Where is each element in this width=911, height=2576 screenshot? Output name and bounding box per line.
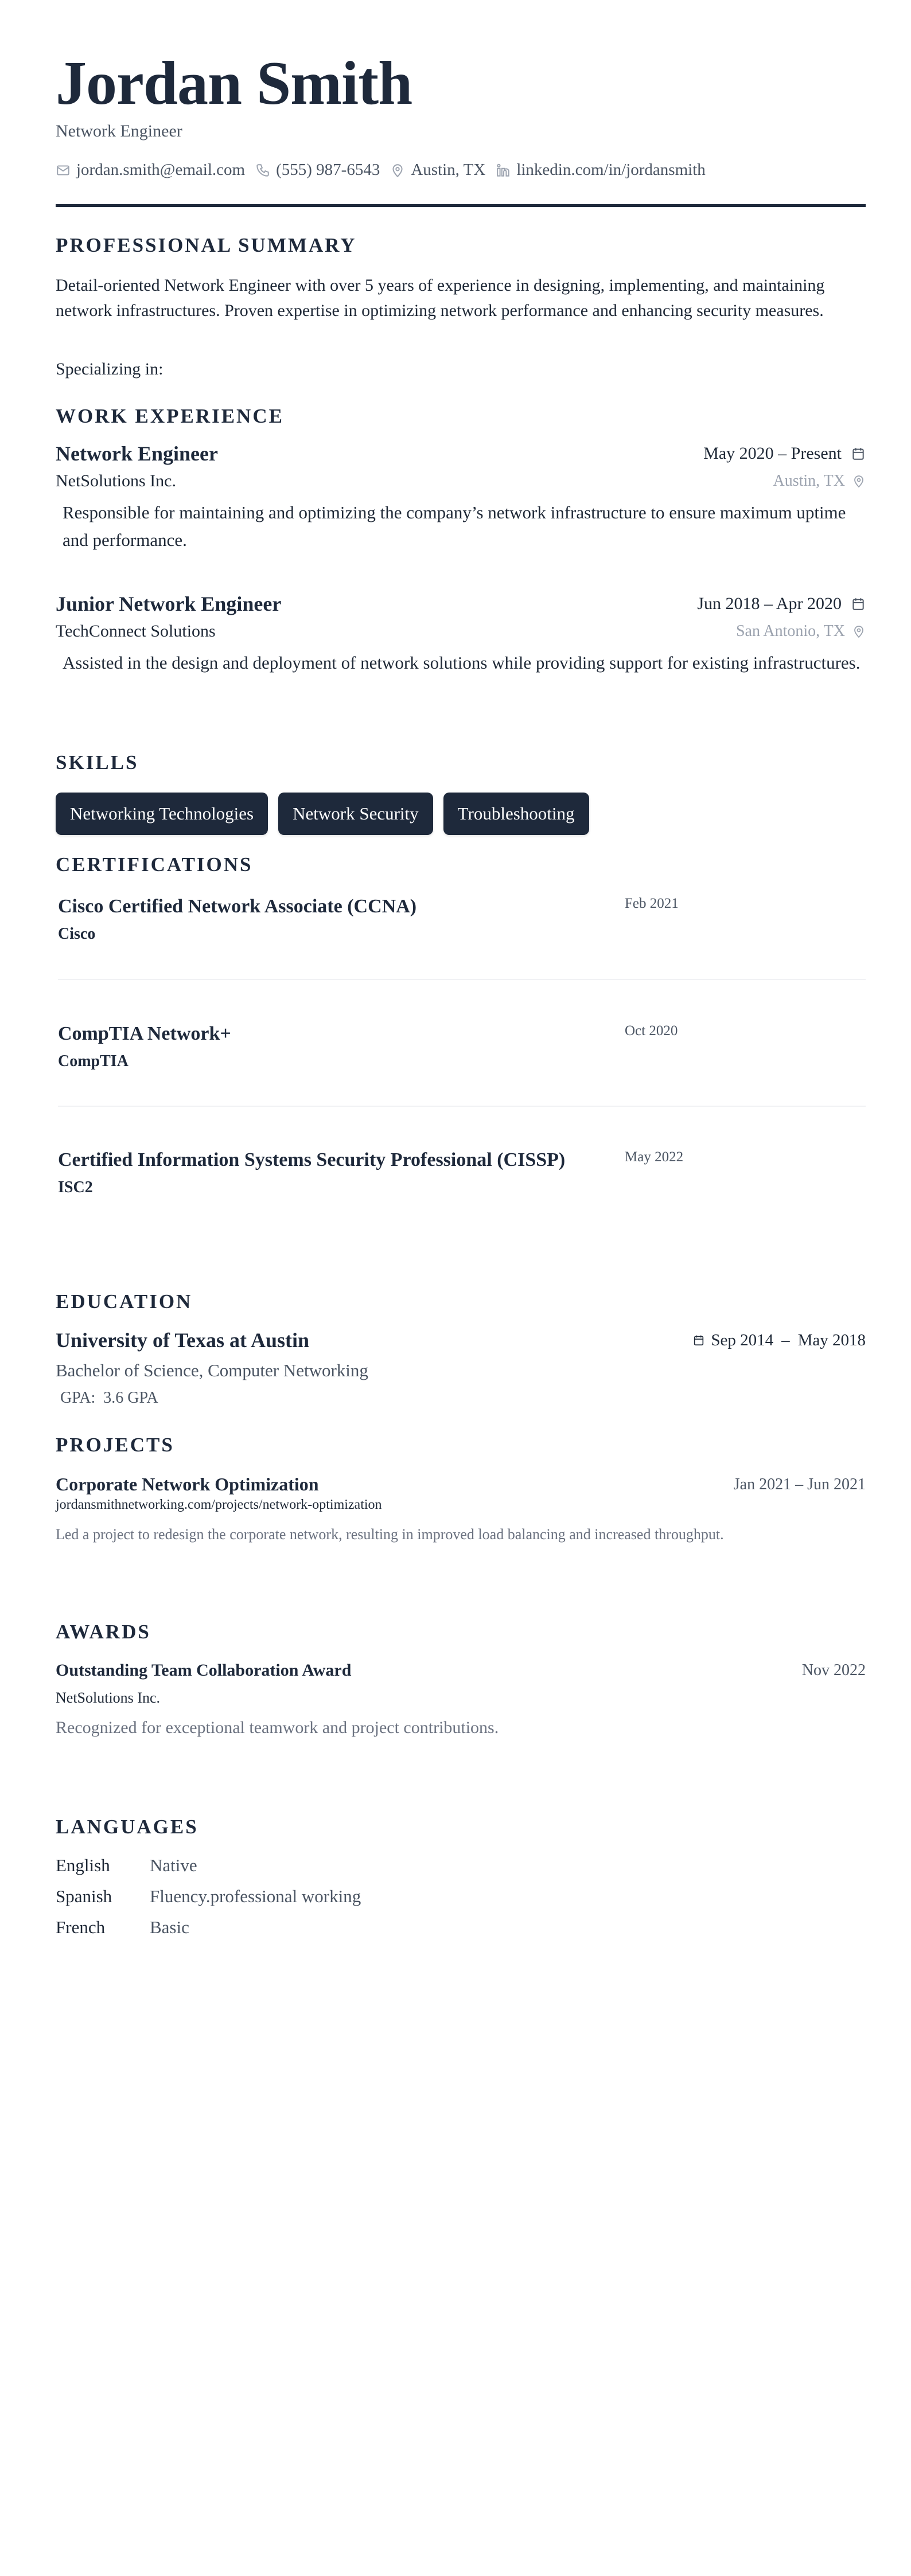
job-location-text: Austin, TX xyxy=(773,472,845,490)
linkedin-icon xyxy=(496,163,511,178)
award-organization: NetSolutions Inc. xyxy=(56,1689,160,1706)
language-row xyxy=(56,1912,361,1943)
contact-email[interactable] xyxy=(56,161,245,179)
experience-item xyxy=(56,592,866,677)
education-date-separator: – xyxy=(781,1330,790,1349)
company-name: NetSolutions Inc. xyxy=(56,471,176,490)
language-name: French xyxy=(56,1917,106,1937)
skills-heading: SKILLS xyxy=(56,751,139,774)
gpa xyxy=(56,1389,866,1407)
language-level: Basic xyxy=(150,1917,189,1937)
map-pin-icon xyxy=(852,474,866,488)
job-dates xyxy=(703,444,866,463)
candidate-title: Network Engineer xyxy=(56,122,182,140)
certification-date: Oct 2020 xyxy=(625,1023,678,1039)
award-name: Outstanding Team Collaboration Award xyxy=(56,1661,352,1680)
experience-heading: WORK EXPERIENCE xyxy=(56,405,284,427)
job-title: Junior Network Engineer xyxy=(56,592,282,615)
job-description: Assisted in the design and deployment of network solutions while providing support for existing infrastructures. xyxy=(63,653,861,673)
job-description: Responsible for maintaining and optimizing the company’s network infrastructure to ensure maximum uptime and performance. xyxy=(63,502,846,550)
education-start: Sep 2014 xyxy=(711,1330,774,1349)
contact-phone-text: (555) 987-6543 xyxy=(276,161,380,179)
contact-email-text: jordan.smith@email.com xyxy=(76,161,246,179)
certification-divider xyxy=(58,1106,866,1107)
certification-issuer: Cisco xyxy=(58,925,96,943)
language-name: Spanish xyxy=(56,1886,112,1906)
contact-location xyxy=(390,161,485,179)
specializing-label: Specializing in: xyxy=(56,360,163,378)
education-heading: EDUCATION xyxy=(56,1290,193,1313)
calendar-icon xyxy=(851,446,866,461)
header-divider xyxy=(56,204,866,207)
summary-text: Detail-oriented Network Engineer with over 5 years of experience in designing, implementing, and maintaining network infrastructures. Proven expertise in optimizing network performance and enhancing security measures. xyxy=(56,276,825,320)
language-level: Native xyxy=(150,1855,197,1875)
certification-name: Certified Information Systems Security Professional (CISSP) xyxy=(58,1149,566,1170)
project-name: Corporate Network Optimization xyxy=(56,1474,319,1494)
certification-item xyxy=(58,1020,866,1071)
education-item xyxy=(56,1328,866,1407)
job-title: Network Engineer xyxy=(56,442,218,465)
language-level: Fluency.professional working xyxy=(150,1886,361,1906)
job-location xyxy=(773,472,866,490)
education-dates xyxy=(692,1331,866,1350)
language-row xyxy=(56,1881,361,1912)
contact-linkedin[interactable] xyxy=(496,161,705,179)
certification-divider xyxy=(58,979,866,980)
contact-bar xyxy=(56,161,716,179)
certifications-heading: CERTIFICATIONS xyxy=(56,853,253,876)
skill-tag: Troubleshooting xyxy=(443,793,589,835)
language-name: English xyxy=(56,1855,110,1875)
map-pin-icon xyxy=(852,625,866,638)
languages-heading: LANGUAGES xyxy=(56,1816,198,1838)
summary-heading: PROFESSIONAL SUMMARY xyxy=(56,234,357,256)
map-pin-icon xyxy=(390,163,405,178)
project-url[interactable]: jordansmithnetworking.com/projects/network-optimization xyxy=(56,1497,382,1512)
contact-location-text: Austin, TX xyxy=(411,161,486,179)
award-item xyxy=(56,1661,866,1738)
skill-tag: Network Security xyxy=(278,793,433,835)
gpa-value: 3.6 GPA xyxy=(103,1389,158,1407)
phone-icon xyxy=(255,163,270,178)
certification-issuer: CompTIA xyxy=(58,1052,129,1070)
contact-linkedin-text: linkedin.com/in/jordansmith xyxy=(516,161,706,179)
job-dates xyxy=(697,594,866,614)
project-description: Led a project to redesign the corporate network, resulting in improved load balancing and increased throughput. xyxy=(56,1526,724,1543)
projects-heading: PROJECTS xyxy=(56,1434,174,1456)
certification-name: Cisco Certified Network Associate (CCNA) xyxy=(58,896,417,917)
certification-issuer: ISC2 xyxy=(58,1178,93,1196)
education-end: May 2018 xyxy=(797,1330,866,1349)
job-location xyxy=(736,622,866,641)
calendar-icon xyxy=(851,596,866,611)
calendar-icon xyxy=(692,1333,705,1347)
gpa-label: GPA: xyxy=(60,1389,96,1407)
certification-item xyxy=(58,892,866,943)
degree: Bachelor of Science, Computer Networking xyxy=(56,1360,368,1380)
job-dates-text: Jun 2018 – Apr 2020 xyxy=(697,594,842,613)
project-dates: Jan 2021 – Jun 2021 xyxy=(733,1475,866,1493)
certification-name: CompTIA Network+ xyxy=(58,1023,231,1044)
school-name: University of Texas at Austin xyxy=(56,1329,310,1352)
certification-item xyxy=(58,1146,866,1197)
languages-list xyxy=(56,1850,361,1943)
skills-list xyxy=(56,793,589,835)
certification-date: Feb 2021 xyxy=(625,896,679,911)
certification-date: May 2022 xyxy=(625,1149,684,1165)
candidate-name: Jordan Smith xyxy=(56,49,412,118)
mail-icon xyxy=(56,163,71,178)
company-name: TechConnect Solutions xyxy=(56,622,216,641)
contact-phone[interactable] xyxy=(255,161,380,179)
job-location-text: San Antonio, TX xyxy=(735,622,845,640)
awards-heading: AWARDS xyxy=(56,1621,151,1643)
project-item xyxy=(56,1474,866,1547)
skill-tag: Networking Technologies xyxy=(56,793,268,835)
language-row xyxy=(56,1850,361,1881)
award-date: Nov 2022 xyxy=(801,1661,866,1679)
experience-item xyxy=(56,442,866,554)
job-dates-text: May 2020 – Present xyxy=(703,444,842,463)
award-description: Recognized for exceptional teamwork and project contributions. xyxy=(56,1718,499,1737)
